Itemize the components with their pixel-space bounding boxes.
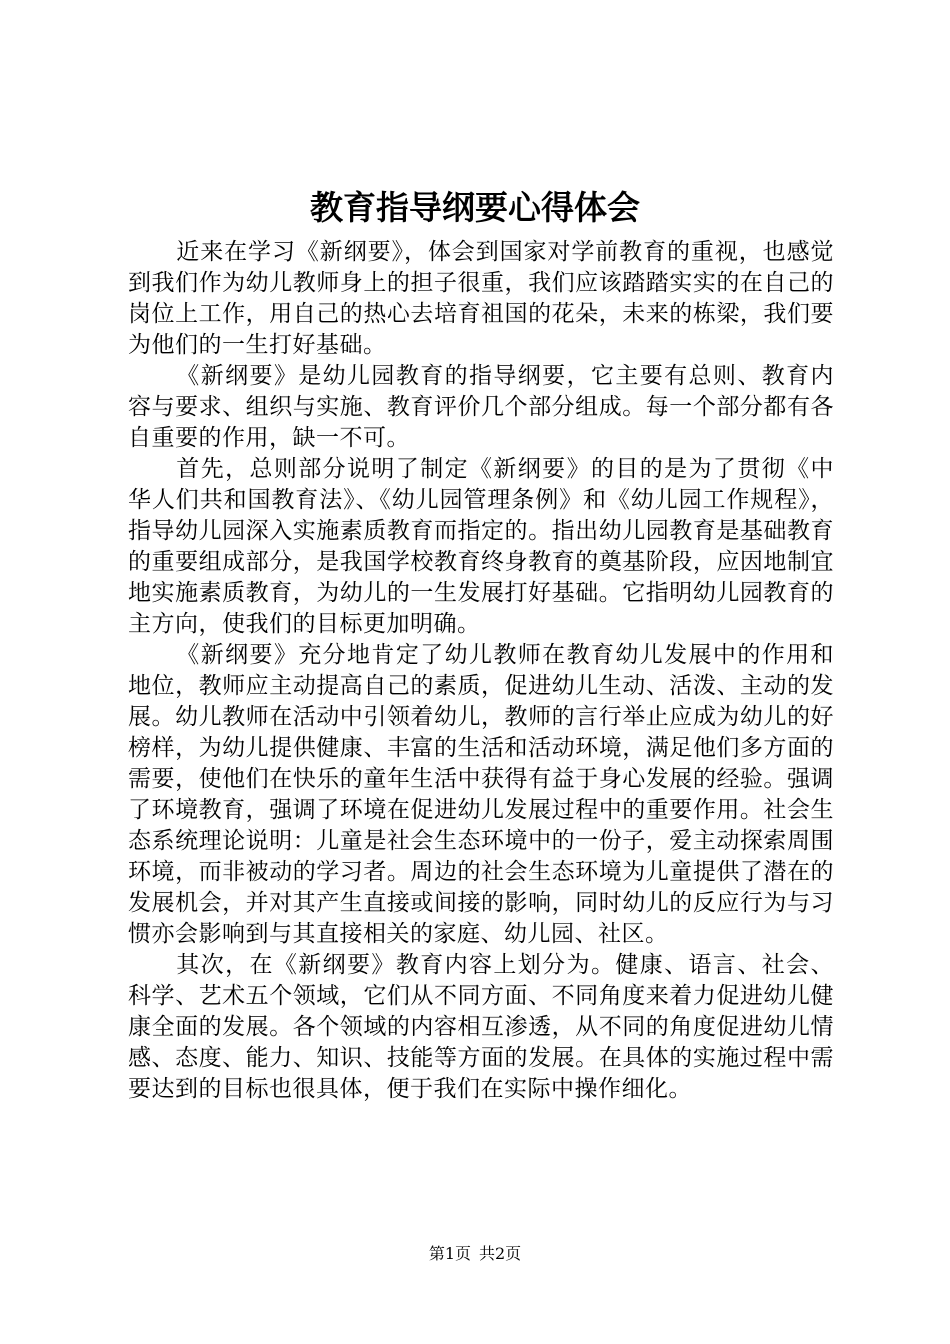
page-total: 共2页 [479, 1244, 522, 1263]
page-footer [0, 1243, 950, 1265]
document-body [128, 237, 834, 1105]
paragraph: 其次，在《新纲要》教育内容上划分为。健康、语言、社会、科学、艺术五个领域，它们从不同方面、不同角度来着力促进幼儿健康全面的发展。各个领域的内容相互渗透，从不同的角度促进幼儿情感、态度、能力、知识、技能等方面的发展。在具体的实施过程中需要达到的目标也很具体，便于我们在实际中操作细化。 [128, 952, 834, 1102]
paragraph: 近来在学习《新纲要》，体会到国家对学前教育的重视，也感觉到我们作为幼儿教师身上的担子很重，我们应该踏踏实实的在自己的岗位上工作，用自己的热心去培育祖国的花朵，未来的栋梁，我们要为他们的一生打好基础。 [128, 239, 834, 358]
paragraph: 首先，总则部分说明了制定《新纲要》的目的是为了贯彻《中华人们共和国教育法》、《幼儿园管理条例》和《幼儿园工作规程》，指导幼儿园深入实施素质教育而指定的。指出幼儿园教育是基础教育的重要组成部分，是我国学校教育终身教育的奠基阶段，应因地制宜地实施素质教育，为幼儿的一生发展打好基础。它指明幼儿园教育的主方向，使我们的目标更加明确。 [128, 456, 834, 637]
paragraph: 《新纲要》是幼儿园教育的指导纲要，它主要有总则、教育内容与要求、组织与实施、教育评价几个部分组成。每一个部分都有各自重要的作用，缺一不可。 [128, 363, 834, 451]
paragraph: 《新纲要》充分地肯定了幼儿教师在教育幼儿发展中的作用和地位，教师应主动提高自己的素质，促进幼儿生动、活泼、主动的发展。幼儿教师在活动中引领着幼儿，教师的言行举止应成为幼儿的好榜样，为幼儿提供健康、丰富的生活和活动环境，满足他们多方面的需要，使他们在快乐的童年生活中获得有益于身心发展的经验。强调了环境教育，强调了环境在促进幼儿发展过程中的重要作用。社会生态系统理论说明：儿童是社会生态环境中的一份子，爱主动探索周围环境，而非被动的学习者。周边的社会生态环境为儿童提供了潜在的发展机会，并对其产生直接或间接的影响，同时幼儿的反应行为与习惯亦会影响到与其直接相关的家庭、幼儿园、社区。 [128, 642, 834, 947]
page-number: 第1页 [428, 1244, 471, 1263]
document-title: 教育指导纲要心得体会 [310, 188, 640, 227]
